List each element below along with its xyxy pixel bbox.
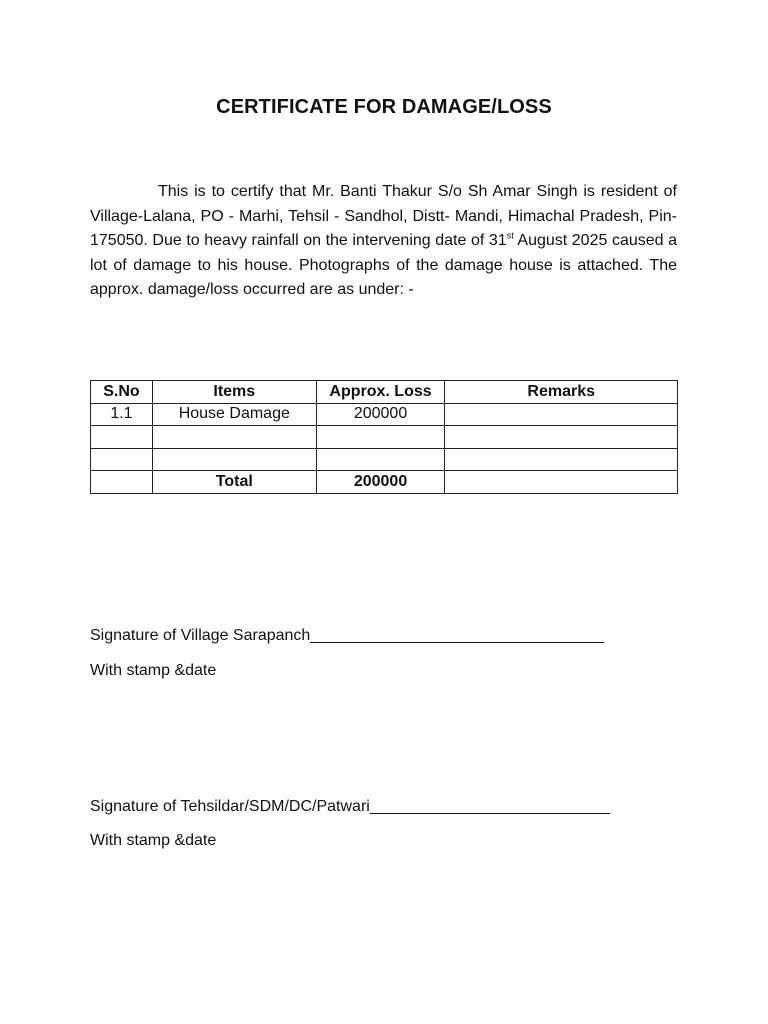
total-cell-sno (91, 471, 153, 494)
damage-loss-table (90, 380, 678, 494)
header-sno: S.No (91, 381, 153, 404)
paragraph-text-part-1: This is to certify that Mr. Banti Thakur S/o Sh Amar Singh is resident of Village-Lalana, PO - Marhi, Tehsil - Sandhol, Distt- Mandi, Himachal Pradesh, Pin-175050. Due to heavy rainfall on the intervening date of 31 (90, 183, 677, 249)
header-approx-loss: Approx. Loss (316, 381, 445, 404)
tehsildar-signature-line: Signature of Tehsildar/SDM/DC/Patwari___________________________ (90, 798, 611, 815)
table-row (91, 426, 678, 449)
sarapanch-stamp-date: With stamp &date (90, 662, 217, 679)
cell-loss (316, 448, 445, 471)
cell-loss: 200000 (316, 403, 445, 426)
paragraph-text-part-2: August 2025 caused a lot of damage to his house. Photographs of the damage house is attached. The approx. damage/loss occurred are as under: - (90, 232, 678, 298)
tehsildar-stamp-date: With stamp &date (90, 832, 217, 849)
cell-item (152, 448, 316, 471)
date-ordinal-suffix: st (506, 230, 514, 241)
cell-loss (316, 426, 445, 449)
cell-sno (91, 426, 153, 449)
cell-sno (91, 448, 153, 471)
header-items: Items (152, 381, 316, 404)
table-row (91, 403, 678, 426)
cell-remarks (445, 426, 678, 449)
table-header-row (91, 381, 678, 404)
total-cell-remarks (445, 471, 678, 494)
document-title: CERTIFICATE FOR DAMAGE/LOSS (216, 96, 552, 118)
cell-item (152, 426, 316, 449)
certificate-paragraph (90, 180, 677, 303)
total-label: Total (152, 471, 316, 494)
total-value: 200000 (316, 471, 445, 494)
table-row (91, 448, 678, 471)
cell-sno: 1.1 (91, 403, 153, 426)
table-total-row (91, 471, 678, 494)
sarapanch-signature-line: Signature of Village Sarapanch_________________________________ (90, 627, 604, 644)
cell-remarks (445, 448, 678, 471)
header-remarks: Remarks (445, 381, 678, 404)
cell-remarks (445, 403, 678, 426)
cell-item: House Damage (152, 403, 316, 426)
